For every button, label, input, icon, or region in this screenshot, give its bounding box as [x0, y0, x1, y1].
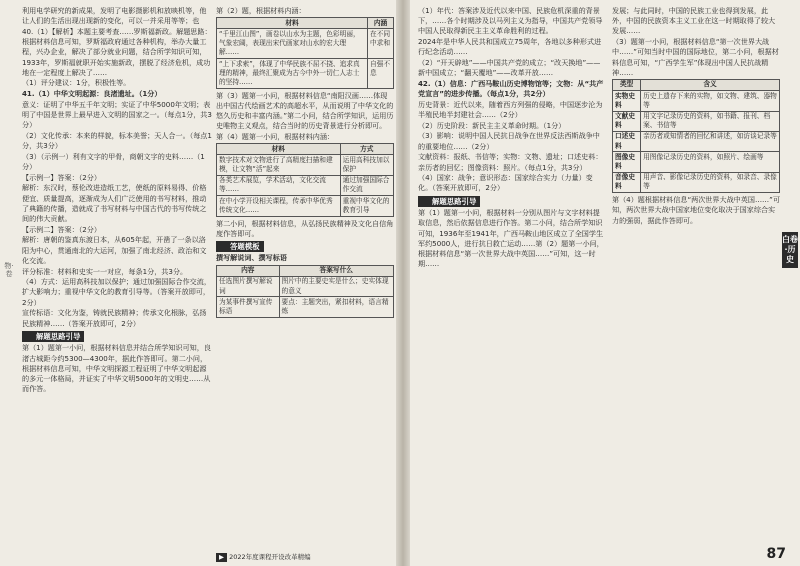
- col1-para-5: 意义：证明了中华五千年文明；实证了中华5000年文明；表明了中国是世界上最早进入文明的国家之一。（每点1分，共3分）: [22, 99, 212, 130]
- table-header: 材料: [217, 144, 341, 155]
- col3-line-4: 文献资料：报纸、书信等；实物：文物、遗址；口述史料：亲历者的回忆；图像资料：照片。（每点1分，共3分）: [418, 152, 603, 172]
- table-row: “上下求索”，体现了中华民族不屈不挠、追求真理的精神，最终汇聚成为古今中外一切仁人志士的坚持…… 自强不息: [217, 59, 394, 89]
- column-3: [418, 6, 606, 270]
- col1-para-9: 解析：东汉时，蔡伦改进造纸工艺，使纸的原料易得、价格便宜、质量提高，逐渐成为人们广泛使用的书写材料，推动了典籍的传播，造就成了书写材料与中国古代的书写传统之间的伟大贡献。: [22, 183, 207, 224]
- table-header: 答案写什么: [279, 265, 393, 276]
- col1-tail: 第（1）题第一小问，根据材料信息并结合所学知识可知，良渚古城距今约5300—4300年，据此作答即可。第二小问，根据材料信息可知，中华文明探源工程证明了中华文明起源的多元一体格局，并证实了中华文明5000年的文明史……从而作答。: [22, 343, 211, 394]
- table-header: 方式: [340, 144, 393, 155]
- column-4: [612, 6, 780, 226]
- table-header: 内容: [217, 265, 280, 276]
- col2-table-2: [216, 143, 394, 216]
- book-gutter: [396, 0, 410, 566]
- col3-para-2: 2024年是中华人民共和国成立75周年，各地以多种形式进行纪念活动……: [418, 37, 602, 57]
- col3-line-3: （3）影响：说明中国人民抗日战争在世界反法西斯战争中的重要地位……（2分）: [418, 131, 600, 151]
- col1-para-1: 利用电学研究的新成果，发明了电影摄影机和放映机等，他让人们的生活出现出现新的变化，可以一并采用等等；也: [22, 6, 207, 26]
- table-header: 内涵: [368, 18, 394, 29]
- col3-section-title: 解题思路引导: [418, 196, 480, 207]
- table-row: 各类艺术展览，学术活动，文化交流等…… 通过加强国际合作交流: [217, 175, 394, 195]
- col4-para-1: 发展；与此同时，中国的民族工业也得到发展，此外，中国的民族资本主义工业在这一时期取得了较大发展……: [612, 6, 776, 36]
- col3-para-3: （2）“开天辟地”——中国共产党的成立；“改天换地”——新中国成立；“翻天覆地”——改革开放……: [418, 58, 601, 78]
- table-row: 图像史料 用图像记录历史的资料，如照片、绘画等: [613, 152, 780, 172]
- col1-para-2: 40.（1）【解析】本题主要考查……罗斯福新政。解题思路：根据材料信息可知，罗斯福政府通过各种机构，举办大量工程，兴办企业，解决了部分就业问题，结合所学知识可知，1933年，罗斯福就职开始实施新政，摆脱了经济危机，成功地在一定程度上解决了……: [22, 26, 212, 77]
- col2-footer: ▶ 2022年度课程开设改革精编: [216, 553, 394, 562]
- section-icon: [220, 242, 228, 250]
- col3-para-1: （1）年代：答案涉及近代以来中国、民族危机深重的背景下，……各个时期涉及以马列主义为指导，中国共产党领导中国人民取得新民主主义革命胜利的过程。: [418, 6, 603, 36]
- col1-section-title: 解题思路引导: [22, 331, 84, 342]
- col1-para-7: （3）（示例一）利有文字的甲骨，商朝文字的史料……（1分）: [22, 151, 205, 172]
- col1-para-13: （4）方式：运用高科技加以保护；通过加强国际合作交流，扩大影响力；重视中华文化的教育引导等。（答案开放即可，2分）: [22, 277, 211, 307]
- table-row: 口述史料 亲历者或知情者的回忆和讲述，如访谈记录等: [613, 131, 780, 151]
- table-row: 数字技术对文物进行了高精度扫描和建模，让文物“活”起来 运用高科技加以保护: [217, 155, 394, 175]
- col3-q42: 42.（1）信息：广西马鞍山历史博物馆等；文物：从“共产党宣言”的进步传播。（每点1分，共2分）: [418, 78, 604, 99]
- col1-para-10: 【示例二】答案：（2分）: [22, 224, 101, 234]
- table-row: 实物史料 历史上遗存下来的实物，如文物、建筑、器物等: [613, 91, 780, 111]
- col3-line-1: 历史背景：近代以来，随着西方列强的侵略，中国逐步沦为半殖民地半封建社会……（2分）: [418, 99, 603, 120]
- table-header: 材料: [217, 18, 368, 29]
- col2-para-3: 第（4）题第一小问，根据材料内涵：: [216, 131, 335, 141]
- col3-line-5: （4）国家：战争；意识形态：国家综合实力（力量）变化。（答案开放即可，2分）: [418, 173, 593, 193]
- col1-para-3: （1）评分建议：1分，积极性等。: [22, 78, 131, 88]
- page-number: 87: [766, 546, 786, 562]
- table-row: “千里江山图”，画卷以山水为主题，色彩明丽，气象宏阔，表现出宋代画家对山水的宏大理解…… 在不同中求和: [217, 29, 394, 59]
- col1-para-12: 评分标准：材料和史实一一对应，每条1分，共3分。: [22, 266, 188, 276]
- table-header: 类型: [613, 79, 641, 90]
- table-row: 在中小学开设相关课程，传承中华优秀传统文化…… 重视中华文化的教育引导: [217, 196, 394, 216]
- side-label-left: 物·卷: [4, 262, 14, 278]
- table-row: 文献史料 用文字记录历史的资料，如书籍、报刊、档案、书信等: [613, 111, 780, 131]
- table-row: 为某事件撰写宣传标语 要点：主题突出，紧扣材料，语言精炼: [217, 297, 394, 317]
- col2-section-title: 答题模板: [216, 241, 264, 252]
- col2-para-2: 第（3）题第一小问，根据材料信息“南阳汉画……体现出中国古代绘画艺术的高超水平，从而说明了中华文化的悠久历史和丰富内涵。”第二小问，结合所学知识，运用历史唯物主义观点，结合当时的历史背景进行分析即可。: [216, 90, 394, 131]
- col1-para-14: 宣传标语：文化为鉴，铸就民族精神；传承文化根脉，弘扬民族精神……（答案开放即可，2分）: [22, 308, 207, 328]
- footer-chip: ▶: [216, 553, 227, 562]
- col1-para-6: （2）文化传承：本来的样貌，标本美誉；天人合一。（每点1分，共3分）: [22, 130, 212, 151]
- column-2: [216, 6, 394, 320]
- col3-line-2: （2）历史阶段：新民主主义革命时期。（1分）: [418, 120, 566, 130]
- subject-tab: 白卷·历史: [782, 232, 798, 268]
- table-header: 含义: [641, 79, 780, 90]
- col4-source-table: [612, 79, 780, 193]
- col2-sub: 撰写解说词、撰写标语: [216, 253, 287, 263]
- col2-header: 第（2）题，根据材料内涵：: [216, 6, 306, 15]
- col3-tail: 第（1）题第一小问，根据材料一分别从图片与文字材料提取信息，然后依据信息进行作答。第二小问，结合所学知识可知，1936年至1941年，广西马鞍山地区成立了全国学生军约5000人，进行抗日救亡运动……第（2）题第一小问，根据材料信息“第一次世界大战中英国……”可知，这一时期……: [418, 208, 604, 269]
- col4-tail: 第（4）题根据材料信息“两次世界大战中英国……”可知，两次世界大战中国家地位变化取决于国家综合实力的强弱，据此作答即可。: [612, 195, 780, 225]
- col2-para-4: 第二小问，根据材料信息，从弘扬民族精神及文化自信角度作答即可。: [216, 218, 394, 238]
- col4-para-2: （3）题第一小问，根据材料信息“第一次世界大战中……”可知当时中国的国际地位，第二小问，根据材料信息可知，“广西学生军”体现出中国人民抗战精神……: [612, 37, 779, 77]
- col1-para-11: 解析：唐朝的鉴真东渡日本，从605年起，开凿了一条以洛阳为中心，贯通南北的大运河，加强了南北经济、政治和文化交流。: [22, 235, 207, 265]
- col2-table-3: [216, 265, 394, 318]
- table-row: 音像史料 用声音、影像记录历史的资料，如录音、录像等: [613, 172, 780, 192]
- table-row: 任选图片撰写解说词 图片中的主要史实是什么；史实体现的意义: [217, 276, 394, 296]
- section-icon: [422, 197, 430, 205]
- col2-table-1: [216, 17, 394, 88]
- col1-q41: 41.（1）中华文明起源：良渚遗址。（1分）: [22, 89, 162, 99]
- column-1: [22, 6, 212, 395]
- section-icon: [26, 332, 34, 340]
- col1-para-8: 【示例一】答案：（2分）: [22, 172, 101, 182]
